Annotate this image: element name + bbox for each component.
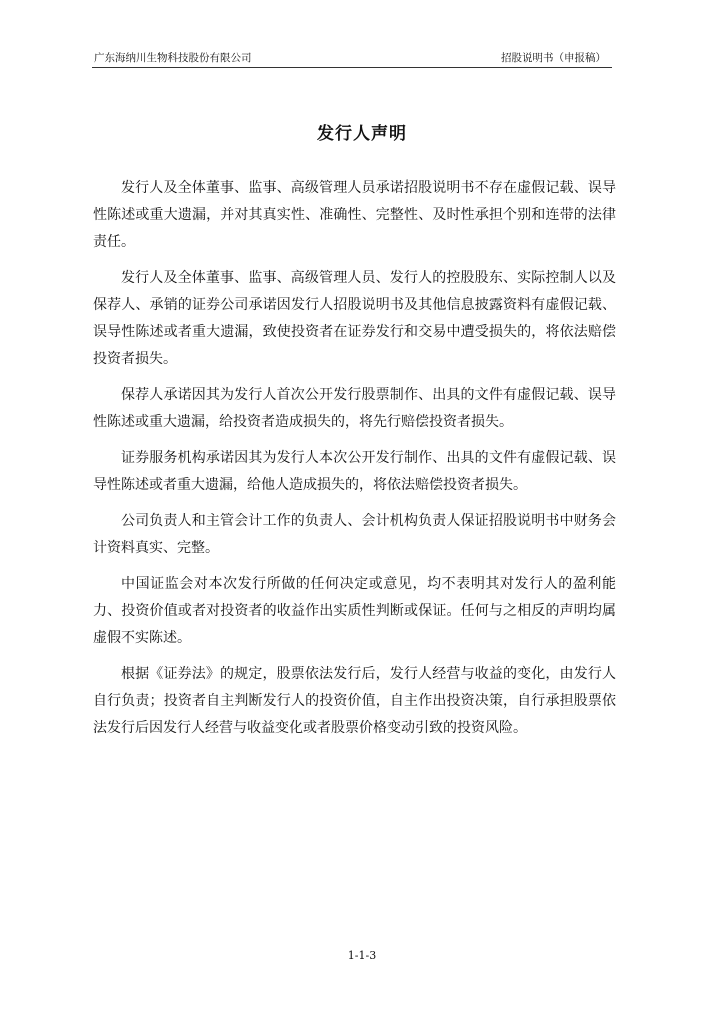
statement-paragraph-5: 公司负责人和主管会计工作的负责人、会计机构负责人保证招股说明书中财务会计资料真实、完整。 <box>93 513 616 556</box>
page-title: 发行人声明 <box>317 124 407 144</box>
statement-paragraph-4: 证券服务机构承诺因其为发行人本次公开发行制作、出具的文件有虚假记载、误导性陈述或者重大遗漏，给他人造成损失的，将依法赔偿投资者损失。 <box>93 450 616 493</box>
page-header <box>92 49 612 68</box>
statement-paragraph-2: 发行人及全体董事、监事、高级管理人员、发行人的控股股东、实际控制人以及保荐人、承销的证券公司承诺因发行人招股说明书及其他信息披露资料有虚假记载、误导性陈述或者重大遗漏，致使投资者在证券发行和交易中遭受损失的，将依法赔偿投资者损失。 <box>93 270 616 367</box>
header-company-name: 广东海纳川生物科技股份有限公司 <box>94 52 252 64</box>
page-number: 1-1-3 <box>347 949 377 962</box>
statement-paragraph-3: 保荐人承诺因其为发行人首次公开发行股票制作、出具的文件有虚假记载、误导性陈述或重大遗漏，给投资者造成损失的，将先行赔偿投资者损失。 <box>93 387 616 430</box>
header-document-type: 招股说明书（申报稿） <box>501 52 606 64</box>
statement-paragraph-1: 发行人及全体董事、监事、高级管理人员承诺招股说明书不存在虚假记载、误导性陈述或重大遗漏，并对其真实性、准确性、完整性、及时性承担个别和连带的法律责任。 <box>93 180 616 250</box>
statement-body <box>93 175 616 751</box>
statement-paragraph-6: 中国证监会对本次发行所做的任何决定或意见，均不表明其对发行人的盈利能力、投资价值或者对投资者的收益作出实质性判断或保证。任何与之相反的声明均属虚假不实陈述。 <box>93 576 616 646</box>
statement-paragraph-7: 根据《证券法》的规定，股票依法发行后，发行人经营与收益的变化，由发行人自行负责；投资者自主判断发行人的投资价值，自主作出投资决策，自行承担股票依法发行后因发行人经营与收益变化或者股票价格变动引致的投资风险。 <box>93 666 616 736</box>
